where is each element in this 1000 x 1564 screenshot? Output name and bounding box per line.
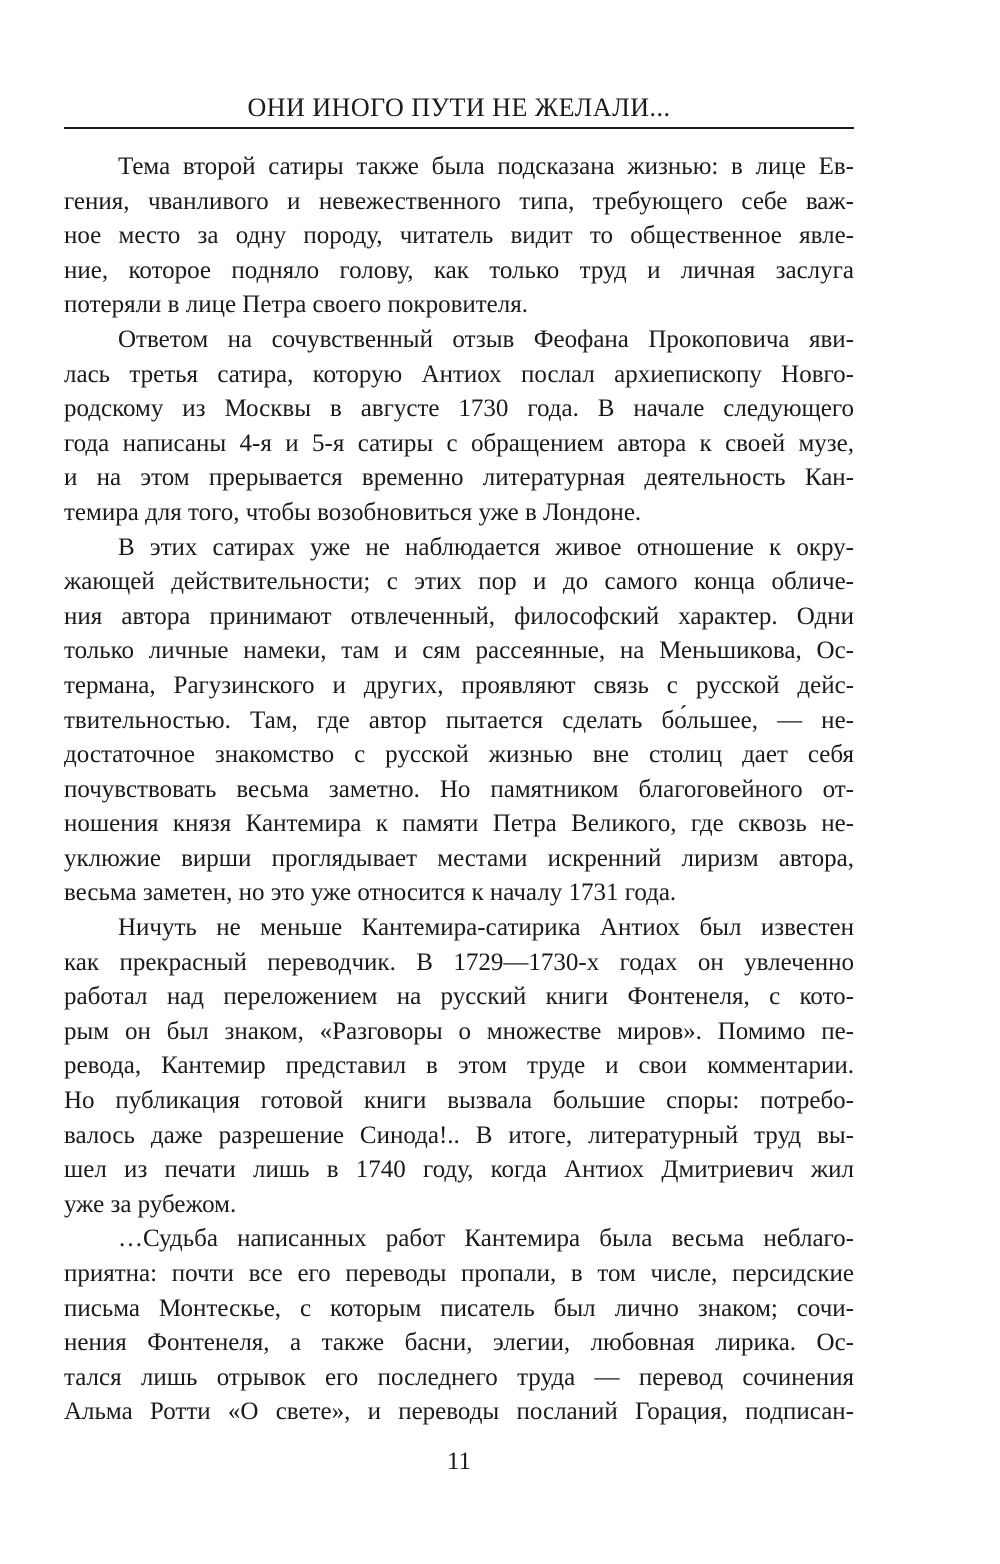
- text-line: приятна: почти все его переводы пропали, в том числе, персидские: [64, 1260, 854, 1287]
- text-line: весьма заметен, но это уже относится к началу 1731 года.: [64, 879, 677, 907]
- paragraph: [64, 911, 854, 1222]
- text-line: ния автора принимают отвлеченный, философский характер. Одни: [64, 602, 854, 630]
- text-line: твительностью. Там, где автор пытается сделать бо́льшее, — не-: [64, 706, 854, 734]
- paragraph: [64, 323, 854, 531]
- text-line: жающей действительности; с этих пор и до самого конца обличе-: [64, 568, 854, 596]
- text-line: достаточное знакомство с русской жизнью вне столиц дает себя: [64, 741, 854, 769]
- text-line: нения Фонтенеля, а также басни, элегии, любовная лирика. Ос-: [64, 1329, 854, 1357]
- text-line: года написаны 4-я и 5-я сатиры с обращением автора к своей музе,: [64, 429, 854, 457]
- text-line: термана, Рагузинского и других, проявляют связь с русской дейс-: [64, 671, 854, 699]
- text-line: Ничуть не меньше Кантемира-сатирика Антиох был известен: [118, 914, 854, 942]
- text-line: ние, которое подняло голову, как только труд и личная заслуга: [64, 256, 854, 284]
- body-text: [64, 150, 854, 1430]
- text-line: валось даже разрешение Синода!.. В итоге, литературный труд вы-: [64, 1121, 854, 1149]
- running-head-title: ОНИ ИНОГО ПУТИ НЕ ЖЕЛАЛИ...: [247, 93, 671, 122]
- text-line: письма Монтескье, с которым писатель был лично знаком; сочи-: [64, 1294, 854, 1322]
- text-line: уклюжие вирши проглядывает местами искренний лиризм автора,: [64, 844, 854, 872]
- text-line: лась третья сатира, которую Антиох послал архиепископу Новго-: [64, 360, 854, 388]
- text-line: шел из печати лишь в 1740 году, когда Антиох Дмитриевич жил: [64, 1156, 854, 1184]
- text-line: …Судьба написанных работ Кантемира была весьма неблаго-: [118, 1225, 854, 1253]
- text-line: уже за рубежом.: [64, 1190, 237, 1218]
- text-line: потеряли в лице Петра своего покровителя.: [64, 291, 529, 319]
- text-line: как прекрасный переводчик. В 1729—1730-х годах он увлеченно: [64, 948, 854, 976]
- text-line: только личные намеки, там и сям рассеянные, на Меньшикова, Ос-: [64, 637, 854, 665]
- paragraph: [64, 531, 854, 912]
- text-line: ношения князя Кантемира к памяти Петра Великого, где сквозь не-: [64, 810, 854, 838]
- header-rule: [64, 127, 854, 129]
- text-line: гения, чванливого и невежественного типа, требующего себе важ-: [64, 187, 854, 215]
- text-line: Тема второй сатиры также была подсказана жизнью: в лице Ев-: [118, 153, 854, 180]
- text-line: тался лишь отрывок его последнего труда — перевод сочинения: [64, 1363, 854, 1391]
- text-line: и на этом прерывается временно литературная деятельность Кан-: [64, 464, 854, 492]
- text-line: ревода, Кантемир представил в этом труде и свои комментарии.: [64, 1052, 854, 1080]
- text-line: Альма Ротти «О свете», и переводы посланий Горация, подписан-: [64, 1398, 854, 1426]
- page-number: 11: [446, 1448, 472, 1475]
- text-line: В этих сатирах уже не наблюдается живое отношение к окру-: [118, 533, 854, 561]
- text-line: родскому из Москвы в августе 1730 года. В начале следующего: [64, 395, 854, 423]
- text-line: работал над переложением на русский книги Фонтенеля, с кото-: [64, 983, 854, 1011]
- paragraph: [64, 1222, 854, 1430]
- text-line: темира для того, чтобы возобновиться уже в Лондоне.: [64, 498, 642, 526]
- text-line: ное место за одну породу, читатель видит то общественное явле-: [64, 222, 854, 250]
- text-line: Но публикация готовой книги вызвала большие споры: потребо-: [64, 1087, 854, 1115]
- text-line: почувствовать весьма заметно. Но памятником благоговейного от-: [64, 775, 854, 803]
- paragraph: [64, 150, 854, 323]
- text-line: рым он был знаком, «Разговоры о множестве миров». Помимо пе-: [64, 1017, 854, 1045]
- text-line: Ответом на сочувственный отзыв Феофана Прокоповича яви-: [118, 325, 854, 353]
